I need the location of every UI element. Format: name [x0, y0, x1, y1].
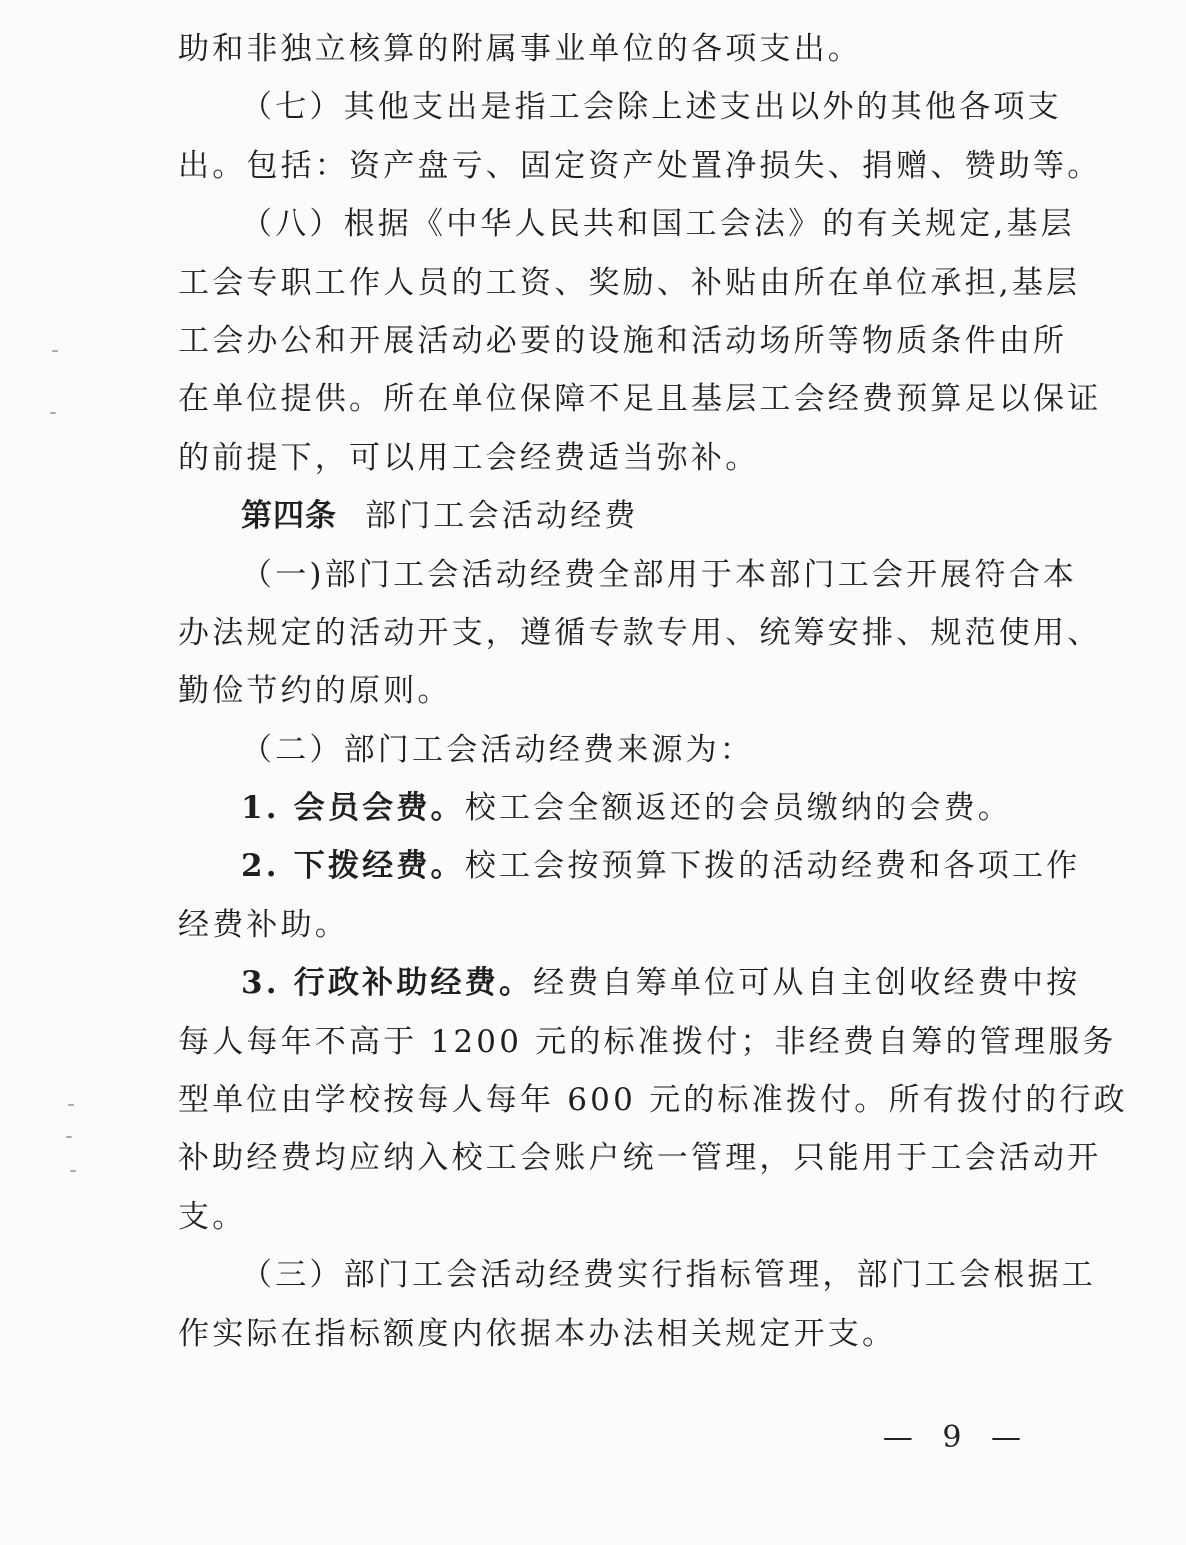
text-line: 助和非独立核算的附属事业单位的各项支出。 [178, 31, 862, 67]
paragraph-eight-line: （八）根据《中华人民共和国工会法》的有关规定,基层 [241, 206, 1075, 243]
text-line: 出。包括：资产盘亏、固定资产处置净损失、捐赠、赞助等。 [178, 147, 1102, 184]
item-two-title: 2. 下拨经费。 [241, 848, 465, 885]
article-four-heading-line [178, 487, 1038, 545]
paragraph-three-line: （三）部门工会活动经费实行指标管理，部门工会根据工 [241, 1257, 1096, 1294]
article-four-title: 部门工会活动经费 [365, 498, 639, 535]
item-two-continuation: 经费补助。 [178, 906, 349, 943]
item-two-text: 校工会按预算下拨的活动经费和各项工作 [464, 848, 1081, 885]
text-line: 勤俭节约的原则。 [178, 673, 452, 710]
paragraph-two-line: （二）部门工会活动经费来源为： [241, 731, 754, 768]
text-line: 工会专职工作人员的工资、奖励、补贴由所在单位承担,基层 [178, 264, 1081, 301]
item-three-continuation: 补助经费均应纳入校工会账户统一管理，只能用于工会活动开 [178, 1140, 1102, 1177]
item-three-title: 3. 行政补助经费。 [241, 965, 534, 1002]
scan-speck [50, 412, 56, 414]
scan-speck [70, 1170, 76, 1172]
article-four-heading: 第四条 [241, 498, 337, 535]
item-three-text: 经费自筹单位可从自主创收经费中按 [533, 965, 1081, 1002]
item-three-continuation: 每人每年不高于 1200 元的标准拨付；非经费自筹的管理服务 [178, 1023, 1117, 1060]
item-three-continuation: 支。 [178, 1198, 247, 1235]
item-one-title: 1. 会员会费。 [241, 790, 465, 827]
text-line: 在单位提供。所在单位保障不足且基层工会经费预算足以保证 [178, 381, 1102, 418]
text-line: 办法规定的活动开支，遵循专款专用、统筹安排、规范使用、 [178, 614, 1102, 651]
item-one-line [178, 779, 1038, 837]
paragraph-one-line: （一)部门工会活动经费全部用于本部门工会开展符合本 [241, 556, 1078, 593]
text-line: 工会办公和开展活动必要的设施和活动场所等物质条件由所 [178, 322, 1068, 359]
page-number: — 9 — [882, 1420, 1031, 1455]
item-three-continuation: 型单位由学校按每人每年 600 元的标准拨付。所有拨付的行政 [178, 1082, 1128, 1119]
paragraph-seven-line: （七）其他支出是指工会除上述支出以外的其他各项支 [241, 89, 1062, 126]
item-two-line [178, 837, 1081, 895]
text-line: 的前提下，可以用工会经费适当弥补。 [178, 439, 760, 476]
scan-speck [68, 1104, 74, 1106]
item-one-text: 校工会全额返还的会员缴纳的会费。 [464, 790, 1012, 827]
text-line: 作实际在指标额度内依据本办法相关规定开支。 [178, 1315, 897, 1352]
item-three-line [178, 954, 1081, 1012]
scan-speck [52, 350, 58, 352]
scan-speck [66, 1136, 72, 1138]
page-text [178, 20, 1128, 1363]
